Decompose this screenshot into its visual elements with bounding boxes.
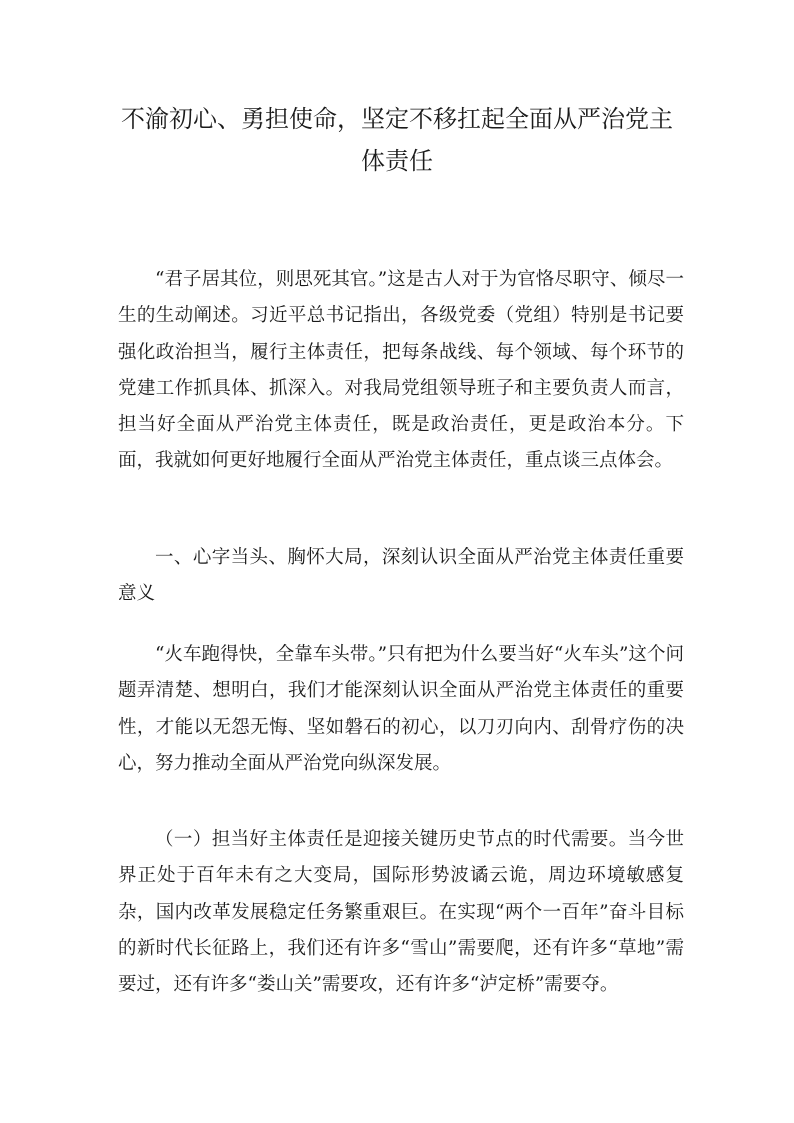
paragraph-intro (118, 262, 684, 480)
section-heading-text: 一、心字当头、胸怀大局，深刻认识全面从严治党主体责任重要意义 (118, 547, 684, 605)
paragraph-text: （一）担当好主体责任是迎接关键历史节点的时代需要。当今世界正处于百年未有之大变局，国际形势波谲云诡，周边环境敏感复杂，国内改革发展稳定任务繁重艰巨。在实现“两个一百年”奋斗目标的新时代长征路上，我们还有许多“雪山”需要爬，还有许多“草地”需要过，还有许多“娄山关”需要攻，还有许多“泸定桥”需要夺。 (118, 829, 684, 996)
paragraph-subsection-one (118, 822, 684, 1003)
section-heading-one (118, 540, 684, 613)
title-line-2: 体责任 (361, 147, 433, 175)
document-title (100, 98, 694, 182)
title-line-1: 不渝初心、勇担使命，坚定不移扛起全面从严治党主 (121, 105, 673, 133)
paragraph-text: “君子居其位，则思死其官。”这是古人对于为官恪尽职守、倾尽一生的生动阐述。习近平总书记指出，各级党委（党组）特别是书记要强化政治担当，履行主体责任，把每条战线、每个领域、每个环节的党建工作抓具体、抓深入。对我局党组领导班子和主要负责人而言，担当好全面从严治党主体责任，既是政治责任，更是政治本分。下面，我就如何更好地履行全面从严治党主体责任，重点谈三点体会。 (118, 269, 684, 472)
paragraph-text: “火车跑得快，全靠车头带。”只有把为什么要当好“火车头”这个问题弄清楚、想明白，我们才能深刻认识全面从严治党主体责任的重要性，才能以无怨无悔、坚如磐石的初心，以刀刃向内、刮骨疗伤的决心，努力推动全面从严治党向纵深发展。 (118, 644, 684, 774)
paragraph-train (118, 637, 684, 782)
